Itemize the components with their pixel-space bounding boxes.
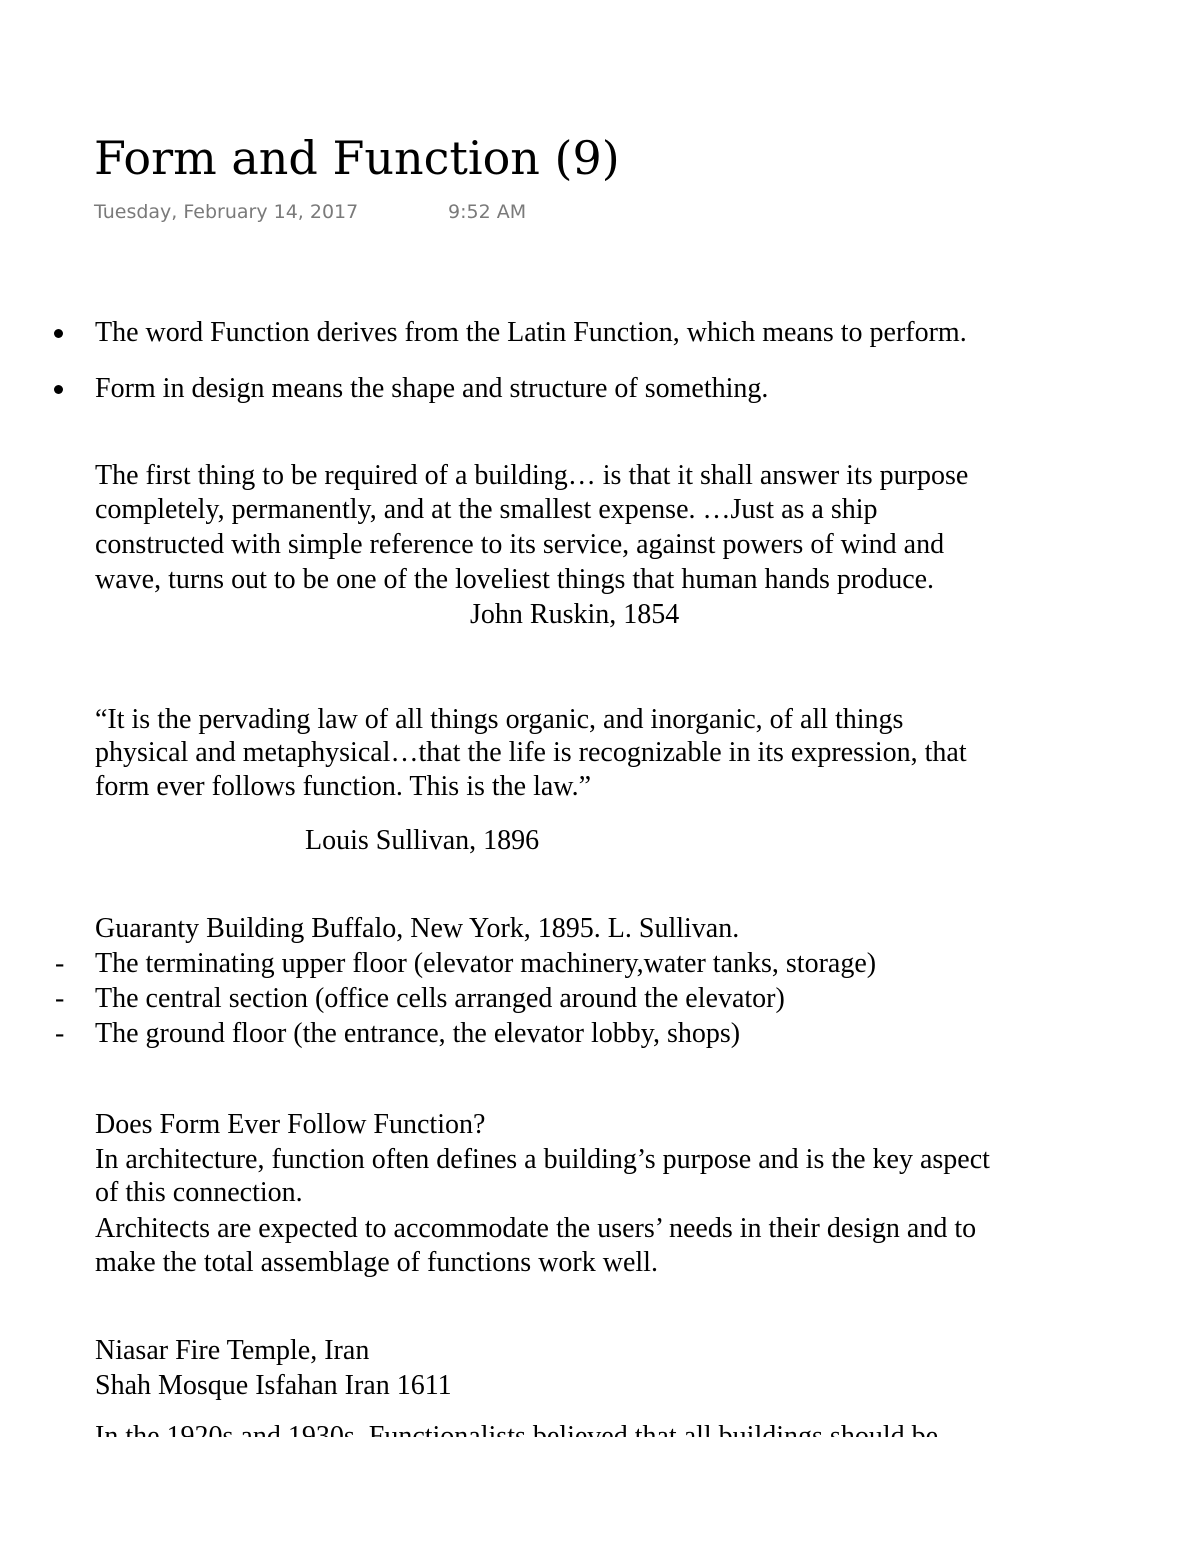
question-line: Architects are expected to accommodate the users’ needs in their design and to — [95, 1213, 977, 1244]
dash-bullet: - — [55, 983, 65, 1014]
guaranty-item: The terminating upper floor (elevator machinery,water tanks, storage) — [95, 948, 877, 979]
sullivan-quote-line: physical and metaphysical…that the life is recognizable in its expression, that — [95, 737, 967, 768]
dash-bullet: - — [55, 948, 65, 979]
sullivan-quote-line: form ever follows function. This is the law.” — [95, 771, 592, 802]
page-title: Form and Function (9) — [94, 131, 620, 185]
ruskin-quote-line: constructed with simple reference to its service, against powers of wind and — [95, 529, 945, 560]
bullet-dot-icon — [54, 329, 63, 338]
question-line: make the total assemblage of functions work well. — [95, 1247, 658, 1278]
dash-bullet: - — [55, 1018, 65, 1049]
guaranty-item: The ground floor (the entrance, the elevator lobby, shops) — [95, 1018, 741, 1049]
ruskin-quote-line: completely, permanently, and at the smallest expense. …Just as a ship — [95, 494, 878, 525]
page-cutoff — [0, 1437, 1200, 1477]
bullet-item: Form in design means the shape and structure of something. — [95, 373, 769, 404]
ruskin-quote-line: wave, turns out to be one of the loveliest things that human hands produce. — [95, 564, 935, 595]
bullet-item: The word Function derives from the Latin Function, which means to perform. — [95, 317, 967, 348]
ruskin-quote-line: The first thing to be required of a building… is that it shall answer its purpose — [95, 460, 969, 491]
sullivan-quote-line: “It is the pervading law of all things organic, and inorganic, of all things — [95, 704, 904, 735]
guaranty-item: The central section (office cells arranged around the elevator) — [95, 983, 785, 1014]
question-line: of this connection. — [95, 1177, 303, 1208]
example-item: Niasar Fire Temple, Iran — [95, 1335, 370, 1366]
ruskin-attribution: John Ruskin, 1854 — [470, 599, 680, 630]
bullet-dot-icon — [54, 385, 63, 394]
example-item: Shah Mosque Isfahan Iran 1611 — [95, 1370, 452, 1401]
sullivan-attribution: Louis Sullivan, 1896 — [305, 825, 540, 856]
note-date: Tuesday, February 14, 2017 — [94, 201, 359, 223]
question-line: In architecture, function often defines a building’s purpose and is the key aspect — [95, 1144, 990, 1175]
question-heading: Does Form Ever Follow Function? — [95, 1109, 486, 1140]
guaranty-heading: Guaranty Building Buffalo, New York, 1895. L. Sullivan. — [95, 913, 740, 944]
note-time: 9:52 AM — [448, 201, 527, 223]
